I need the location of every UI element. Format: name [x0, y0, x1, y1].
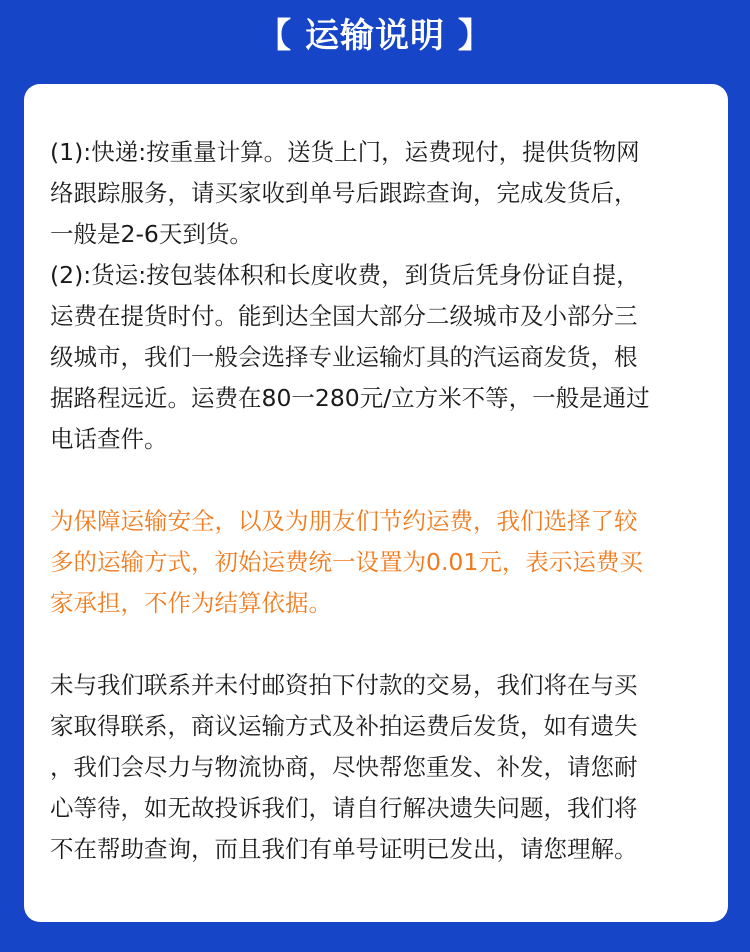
text-line: 心等待，如无故投诉我们，请自行解决遗失问题，我们将	[50, 794, 638, 822]
shipping-info-card	[24, 84, 728, 922]
text-line: 未与我们联系并未付邮资拍下付款的交易，我们将在与买	[50, 671, 638, 699]
text-line: 络跟踪服务，请买家收到单号后跟踪查询，完成发货后，	[50, 179, 638, 207]
text-line: ，我们会尽力与物流协商，尽快帮您重发、补发，请您耐	[50, 753, 638, 781]
text-line: 不在帮助查询，而且我们有单号证明已发出，请您理解。	[50, 835, 638, 863]
notice-line: 为保障运输安全，以及为朋友们节约运费，我们选择了较	[50, 507, 638, 535]
unpaid-orders-section	[50, 665, 702, 870]
text-line: 级城市，我们一般会选择专业运输灯具的汽运商发货，根	[50, 343, 638, 371]
text-line: 家取得联系，商议运输方式及补拍运费后发货，如有遗失	[50, 712, 638, 740]
spacer	[50, 624, 702, 665]
freight-notice-section	[50, 501, 702, 624]
text-line: 据路程远近。运费在80一280元/立方米不等，一般是通过	[50, 384, 650, 412]
page-title: 【 运输说明 】	[257, 16, 493, 56]
text-line: 一般是2-6天到货。	[50, 220, 253, 248]
text-line: 电话查件。	[50, 425, 168, 453]
shipping-methods-section	[50, 132, 702, 460]
text-line: (2):货运:按包装体积和长度收费，到货后凭身份证自提，	[50, 261, 640, 289]
text-line: (1):快递:按重量计算。送货上门，运费现付，提供货物网	[50, 138, 640, 166]
spacer	[50, 460, 702, 501]
text-line: 运费在提货时付。能到达全国大部分二级城市及小部分三	[50, 302, 638, 330]
notice-line: 家承担，不作为结算依据。	[50, 589, 332, 617]
notice-line: 多的运输方式，初始运费统一设置为0.01元，表示运费买	[50, 548, 643, 576]
